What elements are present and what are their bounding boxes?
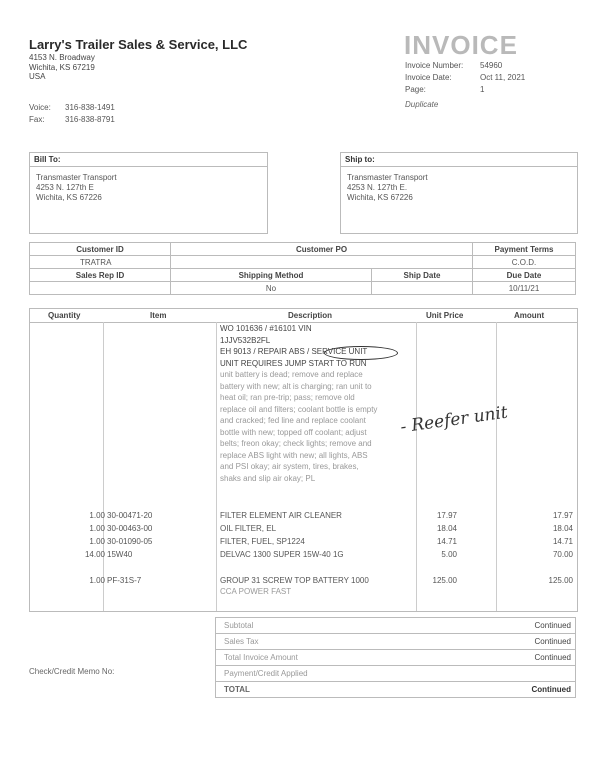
line-amount: 14.71 xyxy=(552,537,573,546)
column-divider xyxy=(496,322,497,611)
subtotal-row xyxy=(215,617,576,634)
shipping-method-label: Shipping Method xyxy=(171,269,372,282)
ship-to-label: Ship to: xyxy=(341,153,577,167)
ship-date xyxy=(372,282,473,295)
line-desc: FILTER, FUEL, SP1224 xyxy=(220,537,305,546)
total-value: Continued xyxy=(534,637,571,646)
work-order-detail: battery with new; alt is charging; ran unit to xyxy=(220,381,372,391)
sales-rep-label: Sales Rep ID xyxy=(30,269,171,282)
ship-to-line: Transmaster Transport xyxy=(347,173,428,182)
total-label: Sales Tax xyxy=(224,637,259,646)
payment-credit-row xyxy=(215,666,576,682)
line-item-code: 15W40 xyxy=(107,550,133,559)
company-name: Larry's Trailer Sales & Service, LLC xyxy=(29,37,248,52)
line-qty: 1.00 xyxy=(89,537,105,546)
line-item-code: 30-01090-05 xyxy=(107,537,153,546)
total-label: Subtotal xyxy=(224,621,254,630)
work-order-line: UNIT REQUIRES JUMP START TO RUN xyxy=(220,358,367,368)
line-desc: GROUP 31 SCREW TOP BATTERY 1000 xyxy=(220,576,369,585)
payment-terms-label: Payment Terms xyxy=(473,243,576,256)
line-amount: 70.00 xyxy=(552,550,573,559)
shipping-method: No xyxy=(171,282,372,295)
invoice-date-label: Invoice Date: xyxy=(405,73,452,82)
line-unit-price: 17.97 xyxy=(436,511,457,520)
line-qty: 1.00 xyxy=(89,524,105,533)
ship-date-label: Ship Date xyxy=(372,269,473,282)
description-header: Description xyxy=(288,311,333,320)
handwritten-note: - Reefer unit xyxy=(399,402,509,438)
line-desc: DELVAC 1300 SUPER 15W-40 1G xyxy=(220,550,344,559)
customer-po-label: Customer PO xyxy=(171,243,473,256)
copy-status: Duplicate xyxy=(405,100,439,109)
total-value: Continued xyxy=(534,621,571,630)
line-item-code: 30-00471-20 xyxy=(107,511,153,520)
customer-po xyxy=(171,256,473,269)
line-unit-price: 18.04 xyxy=(436,524,457,533)
bill-to-box xyxy=(29,152,268,234)
total-label: Total Invoice Amount xyxy=(224,653,298,662)
work-order-detail: belts; freon okay; check lights; remove and xyxy=(220,439,372,448)
line-items-header xyxy=(30,309,577,323)
line-item-row xyxy=(30,524,577,536)
company-address xyxy=(29,53,95,82)
sales-rep xyxy=(30,282,171,295)
bill-to-label: Bill To: xyxy=(30,153,267,167)
invoice-number: 54960 xyxy=(480,61,503,70)
page-label: Page: xyxy=(405,85,426,94)
work-order-detail: bottle with new; topped off coolant; adjust xyxy=(220,427,367,437)
item-header: Item xyxy=(150,311,167,320)
amount-header: Amount xyxy=(514,311,545,320)
line-item-row xyxy=(30,576,577,600)
ship-to-box xyxy=(340,152,578,234)
total-label: Payment/Credit Applied xyxy=(224,669,308,678)
order-info-table xyxy=(29,242,576,295)
handwritten-circle xyxy=(324,346,398,360)
fax-number: 316-838-8791 xyxy=(65,115,115,124)
due-date-label: Due Date xyxy=(473,269,576,282)
customer-id: TRATRA xyxy=(30,256,171,269)
line-item-code: 30-00463-00 xyxy=(107,524,153,533)
grand-total-row xyxy=(215,682,576,698)
work-order-detail: heat oil; ran pre-trip; pass; remove old xyxy=(220,393,355,402)
line-qty: 1.00 xyxy=(89,511,105,520)
address-line: 4153 N. Broadway xyxy=(29,53,95,62)
line-item-row xyxy=(30,550,577,562)
line-amount: 18.04 xyxy=(552,524,573,533)
company-phones xyxy=(29,102,115,126)
line-desc-continued: CCA POWER FAST xyxy=(220,587,292,596)
invoice-title: INVOICE xyxy=(404,30,518,60)
bill-to-line: Wichita, KS 67226 xyxy=(36,193,102,202)
work-order-detail: and PSI okay; air system, tires, brakes, xyxy=(220,462,359,471)
work-order-line: 1JJV532B2FL xyxy=(220,335,271,345)
customer-id-label: Customer ID xyxy=(30,243,171,256)
invoice-number-label: Invoice Number: xyxy=(405,61,464,70)
total-label: TOTAL xyxy=(224,685,250,694)
fax-label: Fax: xyxy=(29,115,45,124)
line-item-row xyxy=(30,537,577,549)
total-value: Continued xyxy=(531,685,571,694)
line-qty: 14.00 xyxy=(84,550,105,559)
line-item-code: PF-31S-7 xyxy=(107,576,142,585)
column-divider xyxy=(416,322,417,611)
total-invoice-row xyxy=(215,650,576,666)
voice-label: Voice: xyxy=(29,103,51,112)
line-unit-price: 14.71 xyxy=(436,537,457,546)
line-amount: 125.00 xyxy=(548,576,573,585)
bill-to-line: Transmaster Transport xyxy=(36,173,117,182)
check-memo-label: Check/Credit Memo No: xyxy=(29,667,115,676)
ship-to-line: Wichita, KS 67226 xyxy=(347,193,413,202)
address-line: USA xyxy=(29,72,46,81)
line-qty: 1.00 xyxy=(89,576,105,585)
total-value: Continued xyxy=(534,653,571,662)
sales-tax-row xyxy=(215,634,576,650)
voice-number: 316-838-1491 xyxy=(65,103,115,112)
line-unit-price: 5.00 xyxy=(441,550,457,559)
page-number: 1 xyxy=(480,85,485,94)
payment-terms: C.O.D. xyxy=(473,256,576,269)
work-order-detail: and cracked; fed line and replace coolant xyxy=(220,416,366,425)
invoice-meta xyxy=(405,60,525,96)
work-order-line: WO 101636 / #16101 VIN xyxy=(220,324,312,333)
line-items-table xyxy=(29,308,578,612)
quantity-header: Quantity xyxy=(48,311,81,320)
unit-price-header: Unit Price xyxy=(426,311,464,320)
line-desc: FILTER ELEMENT AIR CLEANER xyxy=(220,511,342,520)
column-divider xyxy=(216,322,217,611)
bill-to-line: 4253 N. 127th E xyxy=(36,183,94,192)
work-order-detail: replace oil and filters; coolant bottle is empty xyxy=(220,404,378,414)
column-divider xyxy=(103,322,104,611)
ship-to-line: 4253 N. 127th E. xyxy=(347,183,408,192)
totals-block xyxy=(215,617,576,698)
work-order-detail: replace ABS light with new; all lights, ABS xyxy=(220,450,368,460)
work-order-detail: shaks and slip air okay; PL xyxy=(220,473,316,483)
line-amount: 17.97 xyxy=(552,511,573,520)
due-date: 10/11/21 xyxy=(473,282,576,295)
address-line: Wichita, KS 67219 xyxy=(29,62,95,72)
invoice-date: Oct 11, 2021 xyxy=(480,73,526,82)
line-unit-price: 125.00 xyxy=(432,576,457,585)
line-item-row xyxy=(30,511,577,523)
line-desc: OIL FILTER, EL xyxy=(220,524,277,533)
work-order-line: EH 9013 / REPAIR ABS / SERVICE UNIT xyxy=(220,347,368,356)
work-order-detail: unit battery is dead; remove and replace xyxy=(220,370,363,379)
